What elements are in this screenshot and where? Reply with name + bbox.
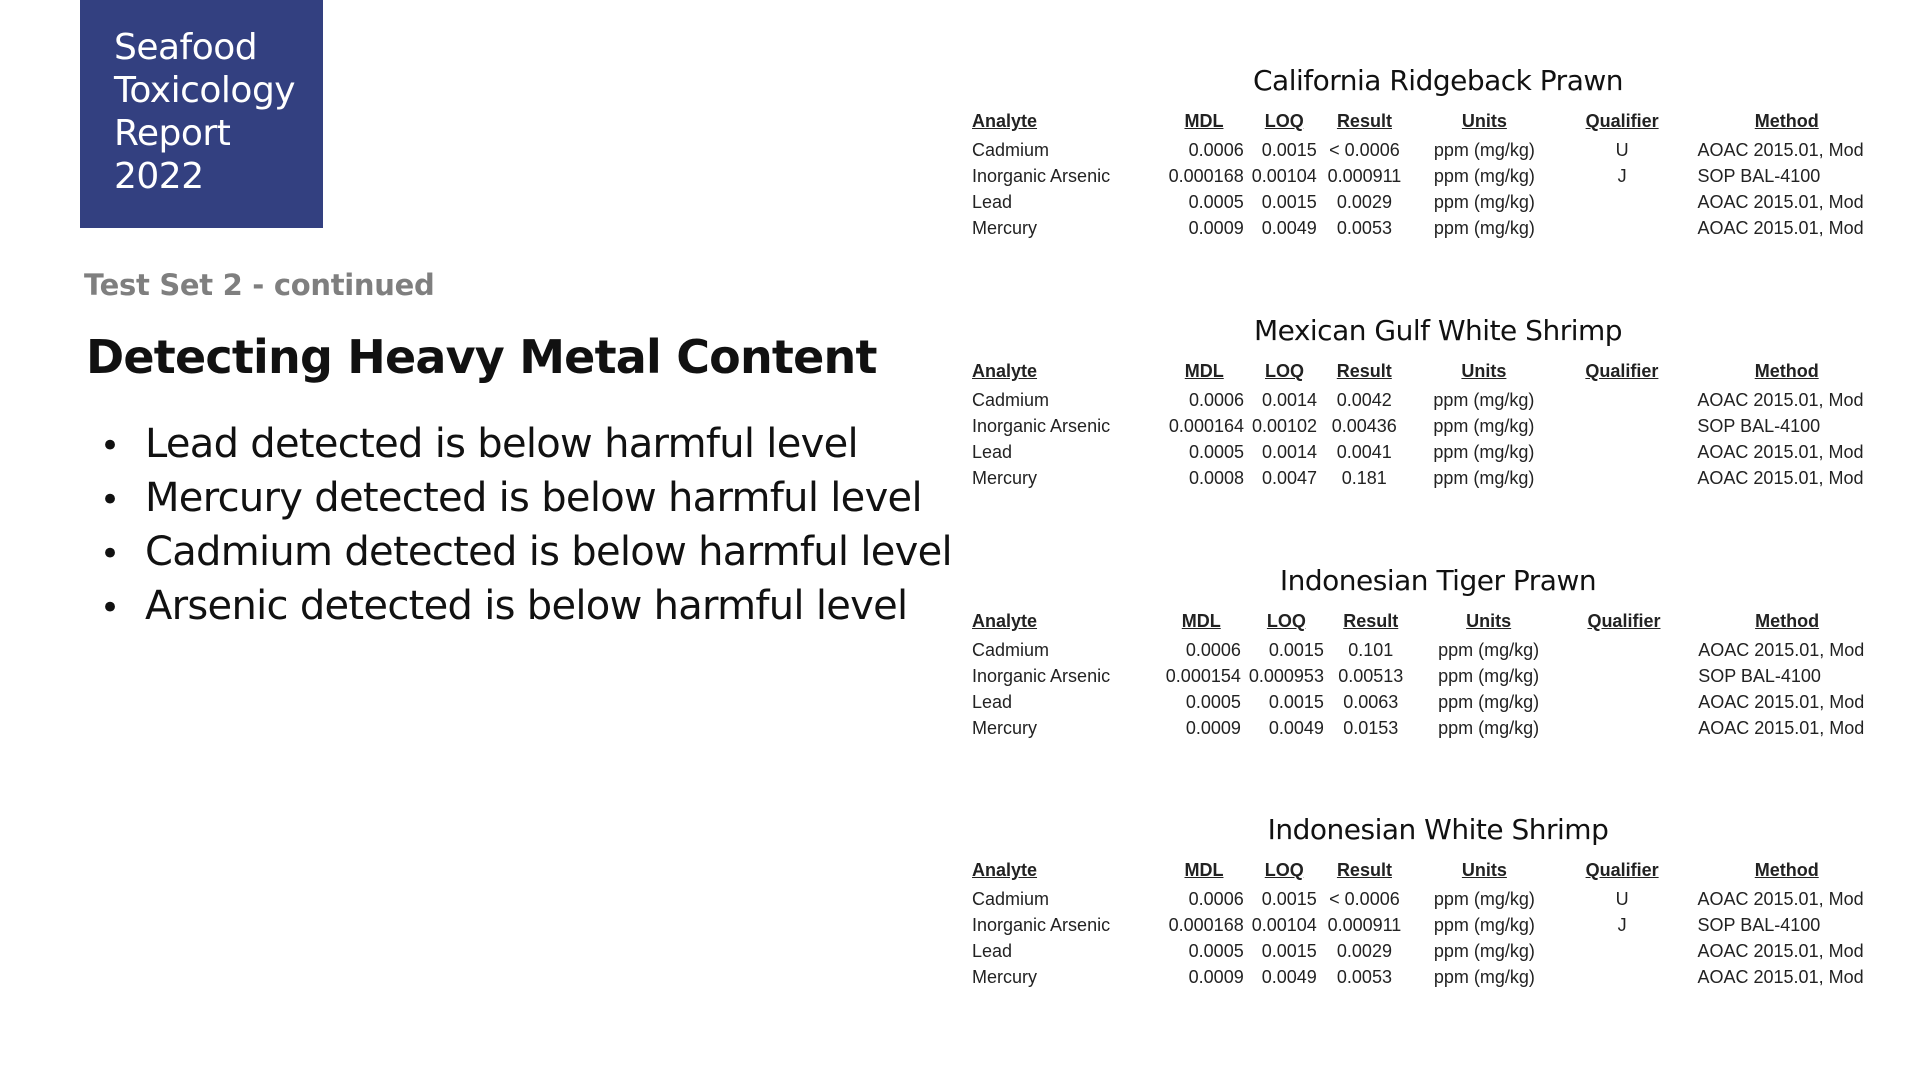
result-table-panel	[968, 314, 1880, 491]
col-header-qualifier: Qualifier	[1585, 111, 1659, 131]
cell-mdl: 0.0006	[1188, 888, 1244, 909]
cell-loq: 0.0015	[1261, 888, 1317, 909]
table-row	[968, 637, 1880, 663]
table-row	[968, 413, 1880, 439]
col-header-qualifier: Qualifier	[1585, 361, 1659, 381]
result-table	[968, 361, 1880, 491]
col-header-result: Result	[1336, 111, 1392, 131]
bullet-list	[100, 418, 952, 634]
cell-units: ppm (mg/kg)	[1433, 191, 1535, 212]
cell-units: ppm (mg/kg)	[1433, 914, 1535, 935]
cell-loq: 0.0049	[1268, 717, 1324, 738]
slide-subtitle: Test Set 2 - continued	[84, 268, 435, 302]
result-table-panel	[968, 813, 1880, 990]
cell-result: 0.0042	[1336, 389, 1392, 410]
result-table	[968, 860, 1880, 990]
result-table	[968, 611, 1880, 741]
cell-mdl: 0.000168	[1168, 165, 1244, 186]
cell-analyte: Lead	[972, 191, 1013, 212]
table-row	[968, 964, 1880, 990]
col-header-method: Method	[1754, 860, 1819, 880]
cell-units: ppm (mg/kg)	[1433, 165, 1535, 186]
col-header-qualifier: Qualifier	[1585, 860, 1659, 880]
cell-loq: 0.00102	[1252, 415, 1318, 436]
cell-units: ppm (mg/kg)	[1433, 139, 1535, 160]
cell-analyte: Mercury	[972, 217, 1038, 238]
cell-mdl: 0.000164	[1168, 415, 1244, 436]
table-row	[968, 137, 1880, 163]
cell-result: 0.0029	[1336, 191, 1392, 212]
table-title: Indonesian White Shrimp	[1267, 813, 1609, 846]
cell-qualifier	[1564, 689, 1684, 715]
table-header-row	[968, 611, 1880, 637]
slide-title: Detecting Heavy Metal Content	[86, 330, 877, 384]
cell-method: AOAC 2015.01, Mod	[1697, 467, 1864, 488]
cell-units: ppm (mg/kg)	[1433, 415, 1535, 436]
cell-analyte: Cadmium	[972, 639, 1050, 660]
cell-units: ppm (mg/kg)	[1438, 665, 1540, 686]
cell-qualifier	[1564, 637, 1684, 663]
cell-qualifier: U	[1615, 139, 1629, 160]
table-row	[968, 663, 1880, 689]
cell-result: 0.00513	[1338, 665, 1404, 686]
cell-analyte: Inorganic Arsenic	[972, 415, 1111, 436]
col-header-result: Result	[1343, 611, 1399, 631]
table-row	[968, 689, 1880, 715]
cell-qualifier	[1561, 964, 1684, 990]
bullet-text: Mercury detected is below harmful level	[145, 475, 922, 521]
table-row	[968, 465, 1880, 491]
cell-qualifier	[1564, 715, 1684, 741]
table-row	[968, 715, 1880, 741]
col-header-mdl: MDL	[1184, 361, 1224, 381]
cell-method: AOAC 2015.01, Mod	[1698, 691, 1865, 712]
bullet-item	[100, 472, 952, 526]
cell-units: ppm (mg/kg)	[1433, 441, 1535, 462]
cell-mdl: 0.0006	[1188, 389, 1244, 410]
cell-result: 0.000911	[1327, 165, 1402, 186]
bullet-icon: •	[100, 426, 120, 466]
cell-loq: 0.0015	[1261, 191, 1317, 212]
cell-mdl: 0.000168	[1168, 914, 1244, 935]
cell-units: ppm (mg/kg)	[1438, 691, 1540, 712]
cell-mdl: 0.0005	[1188, 441, 1244, 462]
cell-method: SOP BAL-4100	[1697, 415, 1821, 436]
cell-units: ppm (mg/kg)	[1438, 639, 1540, 660]
cell-analyte: Cadmium	[972, 389, 1050, 410]
cell-mdl: 0.000154	[1165, 665, 1241, 686]
table-header-row	[968, 111, 1880, 137]
cell-method: AOAC 2015.01, Mod	[1698, 717, 1865, 738]
cell-method: AOAC 2015.01, Mod	[1698, 639, 1865, 660]
cell-mdl: 0.0005	[1188, 940, 1244, 961]
cell-analyte: Inorganic Arsenic	[972, 165, 1111, 186]
cell-analyte: Cadmium	[972, 888, 1050, 909]
cell-qualifier	[1560, 439, 1683, 465]
cell-method: AOAC 2015.01, Mod	[1697, 389, 1864, 410]
bullet-item	[100, 418, 952, 472]
cell-mdl: 0.0005	[1185, 691, 1241, 712]
cell-units: ppm (mg/kg)	[1433, 940, 1535, 961]
cell-method: AOAC 2015.01, Mod	[1697, 217, 1864, 238]
cell-result: 0.0063	[1343, 691, 1399, 712]
cell-result: 0.00436	[1331, 415, 1397, 436]
cell-qualifier	[1561, 215, 1684, 241]
table-row	[968, 439, 1880, 465]
report-logo	[80, 0, 323, 228]
cell-method: AOAC 2015.01, Mod	[1697, 966, 1864, 987]
cell-analyte: Mercury	[972, 717, 1038, 738]
table-row	[968, 163, 1880, 189]
col-header-units: Units	[1461, 361, 1507, 381]
col-header-units: Units	[1466, 611, 1512, 631]
table-title: Mexican Gulf White Shrimp	[1253, 314, 1623, 347]
col-header-result: Result	[1336, 860, 1392, 880]
cell-qualifier	[1561, 938, 1684, 964]
cell-result: < 0.0006	[1329, 139, 1400, 160]
table-row	[968, 215, 1880, 241]
cell-analyte: Lead	[972, 940, 1013, 961]
cell-method: SOP BAL-4100	[1697, 914, 1821, 935]
table-row	[968, 886, 1880, 912]
cell-mdl: 0.0009	[1188, 217, 1244, 238]
cell-result: 0.0041	[1336, 441, 1392, 462]
table-row	[968, 912, 1880, 938]
cell-analyte: Mercury	[972, 467, 1038, 488]
cell-method: SOP BAL-4100	[1697, 165, 1821, 186]
logo-line: Report	[114, 113, 231, 154]
cell-qualifier: U	[1615, 888, 1629, 909]
cell-method: AOAC 2015.01, Mod	[1697, 139, 1864, 160]
col-header-result: Result	[1336, 361, 1392, 381]
cell-result: 0.0053	[1336, 217, 1392, 238]
cell-qualifier	[1560, 413, 1683, 439]
cell-units: ppm (mg/kg)	[1433, 467, 1535, 488]
cell-units: ppm (mg/kg)	[1433, 966, 1535, 987]
cell-loq: 0.0014	[1262, 389, 1318, 410]
cell-result: 0.0153	[1343, 717, 1399, 738]
logo-line: Toxicology	[114, 70, 296, 111]
result-table-panel	[968, 564, 1880, 741]
col-header-method: Method	[1754, 111, 1819, 131]
col-header-analyte: Analyte	[972, 860, 1038, 880]
cell-qualifier: J	[1617, 914, 1627, 935]
cell-mdl: 0.0009	[1188, 966, 1244, 987]
cell-result: 0.0053	[1336, 966, 1392, 987]
cell-result: 0.0029	[1336, 940, 1392, 961]
col-header-method: Method	[1755, 611, 1820, 631]
cell-analyte: Inorganic Arsenic	[972, 665, 1111, 686]
table-row	[968, 189, 1880, 215]
cell-method: AOAC 2015.01, Mod	[1697, 940, 1864, 961]
cell-mdl: 0.0005	[1188, 191, 1244, 212]
col-header-method: Method	[1754, 361, 1819, 381]
cell-result: 0.000911	[1327, 914, 1402, 935]
cell-units: ppm (mg/kg)	[1433, 888, 1535, 909]
cell-result: < 0.0006	[1329, 888, 1400, 909]
bullet-text: Lead detected is below harmful level	[145, 421, 858, 467]
cell-result: 0.101	[1348, 639, 1394, 660]
cell-loq: 0.0015	[1268, 691, 1324, 712]
cell-loq: 0.0014	[1262, 441, 1318, 462]
cell-qualifier: J	[1617, 165, 1627, 186]
col-header-analyte: Analyte	[972, 361, 1038, 381]
bullet-icon: •	[100, 480, 120, 520]
col-header-units: Units	[1461, 860, 1507, 880]
cell-analyte: Mercury	[972, 966, 1038, 987]
cell-units: ppm (mg/kg)	[1433, 217, 1535, 238]
cell-method: AOAC 2015.01, Mod	[1697, 888, 1864, 909]
col-header-loq: LOQ	[1265, 361, 1305, 381]
table-row	[968, 387, 1880, 413]
cell-loq: 0.0015	[1261, 940, 1317, 961]
cell-analyte: Cadmium	[972, 139, 1050, 160]
table-title: Indonesian Tiger Prawn	[1279, 564, 1597, 597]
cell-mdl: 0.0006	[1185, 639, 1241, 660]
col-header-analyte: Analyte	[972, 111, 1038, 131]
cell-qualifier	[1561, 189, 1684, 215]
bullet-icon: •	[100, 534, 120, 574]
cell-loq: 0.0015	[1261, 139, 1317, 160]
cell-analyte: Lead	[972, 441, 1013, 462]
cell-units: ppm (mg/kg)	[1433, 389, 1535, 410]
cell-loq: 0.0049	[1261, 966, 1317, 987]
result-table-panel	[968, 64, 1880, 241]
cell-loq: 0.00104	[1251, 914, 1317, 935]
col-header-mdl: MDL	[1181, 611, 1221, 631]
logo-line: Seafood	[114, 27, 258, 68]
cell-qualifier	[1560, 465, 1683, 491]
col-header-mdl: MDL	[1184, 111, 1224, 131]
table-header-row	[968, 361, 1880, 387]
cell-analyte: Lead	[972, 691, 1013, 712]
table-row	[968, 938, 1880, 964]
table-title: California Ridgeback Prawn	[1252, 64, 1624, 97]
col-header-qualifier: Qualifier	[1587, 611, 1661, 631]
cell-loq: 0.000953	[1248, 665, 1324, 686]
result-table	[968, 111, 1880, 241]
col-header-loq: LOQ	[1264, 860, 1304, 880]
cell-loq: 0.0047	[1262, 467, 1318, 488]
cell-qualifier	[1560, 387, 1683, 413]
cell-qualifier	[1564, 663, 1684, 689]
cell-analyte: Inorganic Arsenic	[972, 914, 1111, 935]
bullet-icon: •	[100, 588, 120, 628]
col-header-units: Units	[1461, 111, 1507, 131]
table-header-row	[968, 860, 1880, 886]
cell-mdl: 0.0006	[1188, 139, 1244, 160]
cell-method: SOP BAL-4100	[1698, 665, 1821, 686]
logo-line: 2022	[114, 156, 204, 197]
bullet-text: Cadmium detected is below harmful level	[145, 529, 952, 575]
cell-loq: 0.00104	[1251, 165, 1317, 186]
cell-method: AOAC 2015.01, Mod	[1697, 441, 1864, 462]
cell-mdl: 0.0009	[1185, 717, 1241, 738]
cell-result: 0.181	[1341, 467, 1387, 488]
col-header-loq: LOQ	[1266, 611, 1306, 631]
cell-mdl: 0.0008	[1188, 467, 1244, 488]
cell-loq: 0.0049	[1261, 217, 1317, 238]
bullet-text: Arsenic detected is below harmful level	[145, 583, 908, 629]
col-header-analyte: Analyte	[972, 611, 1038, 631]
col-header-mdl: MDL	[1184, 860, 1224, 880]
cell-units: ppm (mg/kg)	[1438, 717, 1540, 738]
cell-loq: 0.0015	[1268, 639, 1324, 660]
col-header-loq: LOQ	[1264, 111, 1304, 131]
bullet-item	[100, 580, 952, 634]
bullet-item	[100, 526, 952, 580]
cell-method: AOAC 2015.01, Mod	[1697, 191, 1864, 212]
